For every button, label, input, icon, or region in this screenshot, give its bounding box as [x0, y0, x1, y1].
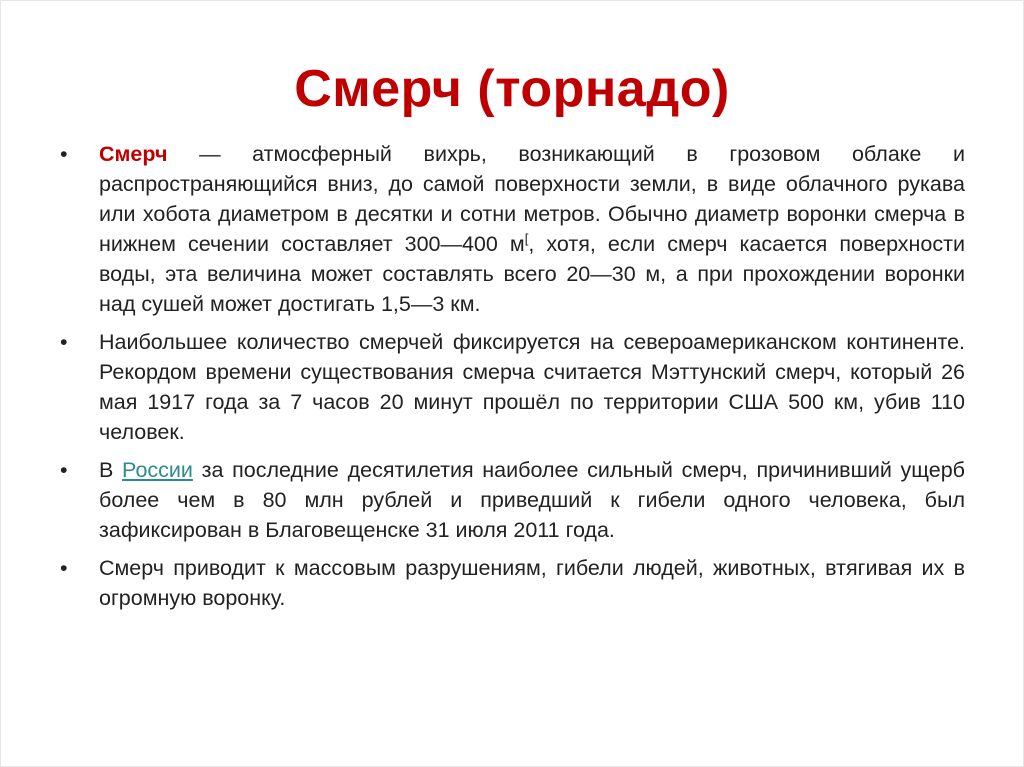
- footnote-bracket[interactable]: [: [524, 230, 529, 246]
- bullet-item-destruction: [60, 553, 965, 613]
- destruction-text: Смерч приводит к массовым разрушениям, гибели людей, животных, втягивая их в огромную воронку.: [99, 556, 965, 610]
- bullet-marker: •: [60, 556, 68, 580]
- definition-text: — атмосферный вихрь, возникающий в грозовом облаке и распространяющийся вниз, до самой поверхности земли, в виде облачного рукава или хобота диаметром в десятки и сотни метров. Обычно диаметр воронки смерча в нижнем сечении составляет 300—400 м: [99, 142, 965, 256]
- bullet-list: [60, 139, 965, 621]
- north-america-text: Наибольшее количество смерчей фиксируется на североамериканском континенте. Рекордом времени существования смерча считается Мэттунский смерч, который 26 мая 1917 года за 7 часов 20 минут прошёл по территории США 500 км, убив 110 человек.: [99, 330, 965, 444]
- bullet-item-russia: [60, 455, 965, 545]
- term-smerch: Смерч: [99, 142, 168, 166]
- bullet-marker: •: [60, 330, 68, 354]
- definition-text-continued: , хотя, если смерч касается поверхности воды, эта величина может составлять всего 20—30 м, а при прохождении воронки над сушей может достигать 1,5—3 км.: [99, 232, 965, 316]
- russia-prefix: В: [99, 458, 123, 482]
- bullet-marker: •: [60, 458, 68, 482]
- bullet-item-definition: [60, 139, 965, 319]
- russia-text: за последние десятилетия наиболее сильный смерч, причинивший ущерб более чем в 80 млн рублей и приведший к гибели одного человека, был зафиксирован в Благовещенске 31 июля 2011 года.: [99, 458, 965, 542]
- bullet-marker: •: [60, 142, 68, 166]
- bullet-item-north-america: [60, 327, 965, 447]
- slide-title: Смерч (торнадо): [294, 60, 730, 118]
- russia-link[interactable]: России: [122, 458, 193, 482]
